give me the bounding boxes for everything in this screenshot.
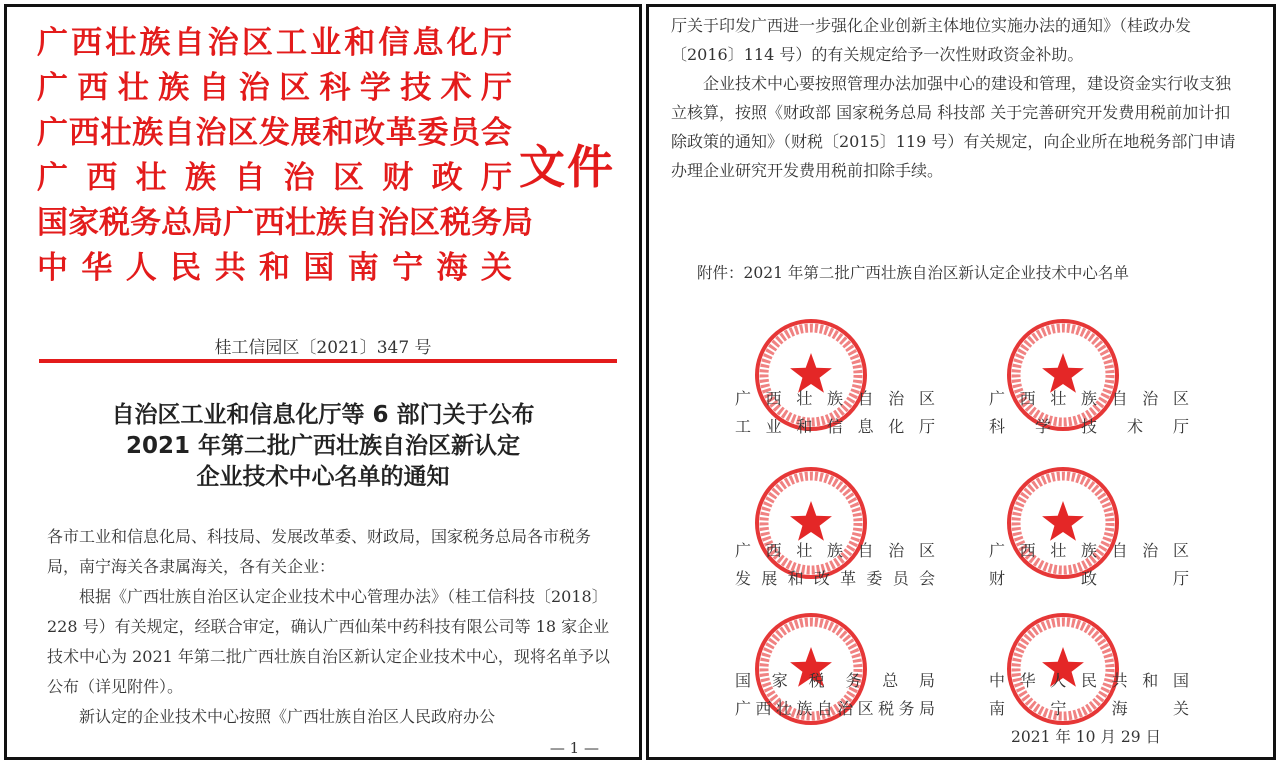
organization-line: 广 西 壮 族 自 治 区 税 务 局 (735, 699, 935, 718)
issuing-organization (735, 667, 935, 723)
body-paragraph: 根据《广西壮族自治区认定企业技术中心管理办法》（桂工信科技〔2018〕228 号）有关规定，经联合审定，确认广西仙茱中药科技有限公司等 18 家企业技术中心为 2021 年第二批广西壮族自治区新认定企业技术中心，现将名单予以公布（详见附件）。 (47, 587, 610, 696)
body-text (47, 522, 619, 732)
organization-line: 科 学 技 术 厅 (989, 417, 1189, 436)
organization-line: 广 西 壮 族 自 治 区 (735, 389, 935, 408)
organization-line: 发 展 和 改 革 委 员 会 (735, 569, 935, 588)
organization-line: 工 业 和 信 息 化 厅 (735, 417, 935, 436)
issuing-organization (989, 385, 1189, 441)
document-page-2 (646, 4, 1276, 760)
issuer-name: 国 家 税 务 总 局 广 西 壮 族 自 治 区 税 务 局 (37, 205, 533, 241)
red-divider (39, 359, 617, 363)
issuer-name: 中 华 人 民 共 和 国 南 宁 海 关 (37, 250, 512, 286)
organization-line: 广 西 壮 族 自 治 区 (989, 389, 1189, 408)
title-line: 2021 年第二批广西壮族自治区新认定 (125, 433, 521, 459)
organization-line: 国 家 税 务 总 局 (735, 671, 935, 690)
issuer-list (37, 21, 533, 291)
issuer-name: 广 西 壮 族 自 治 区 发 展 和 改 革 委 员 会 (37, 115, 512, 151)
body-text (671, 11, 1245, 185)
issue-date: 2021 年 10 月 29 日 (1011, 728, 1162, 746)
organization-line: 南 宁 海 关 (989, 699, 1189, 718)
document-title (7, 400, 639, 493)
organization-line: 财 政 厅 (989, 569, 1189, 588)
organization-line: 广 西 壮 族 自 治 区 (735, 541, 935, 560)
body-paragraph: 新认定的企业技术中心按照《广西壮族自治区人民政府办公 (79, 707, 496, 726)
title-line: 企业技术中心名单的通知 (196, 464, 450, 490)
organization-line: 广 西 壮 族 自 治 区 (989, 541, 1189, 560)
document-page-1 (4, 4, 642, 760)
document-label: 文件 (519, 140, 615, 194)
issuing-organization (735, 385, 935, 441)
issuer-name: 广 西 壮 族 自 治 区 财 政 厅 (37, 160, 512, 196)
issuing-organization (735, 537, 935, 593)
issuer-name: 广 西 壮 族 自 治 区 科 学 技 术 厅 (37, 70, 512, 106)
issuing-organization (989, 537, 1189, 593)
addressee-paragraph: 各市工业和信息化局、科技局、发展改革委、财政局，国家税务总局各市税务局，南宁海关各隶属海关，各有关企业： (47, 527, 592, 576)
attachment-note: 附件：2021 年第二批广西壮族自治区新认定企业技术中心名单 (697, 264, 1129, 282)
issuing-organization (989, 667, 1189, 723)
body-paragraph: 厅关于印发广西进一步强化企业创新主体地位实施办法的通知》（桂政办发〔2016〕114 号）的有关规定给予一次性财政资金补助。 (671, 16, 1192, 64)
page-number: — 1 — (549, 739, 599, 757)
issuer-name: 广 西 壮 族 自 治 区 工 业 和 信 息 化 厅 (37, 25, 512, 61)
body-paragraph: 企业技术中心要按照管理办法加强中心的建设和管理，建设资金实行收支独立核算，按照《财政部 国家税务总局 科技部 关于完善研究开发费用税前加计扣除政策的通知》（财税〔2015〕119 号）有关规定，向企业所在地税务部门申请办理企业研究开发费用税前扣除手续。 (671, 74, 1236, 180)
organization-line: 中 华 人 民 共 和 国 (989, 671, 1189, 690)
document-number: 桂工信园区〔2021〕347 号 (214, 338, 432, 358)
title-line: 自治区工业和信息化厅等 6 部门关于公布 (111, 402, 535, 428)
